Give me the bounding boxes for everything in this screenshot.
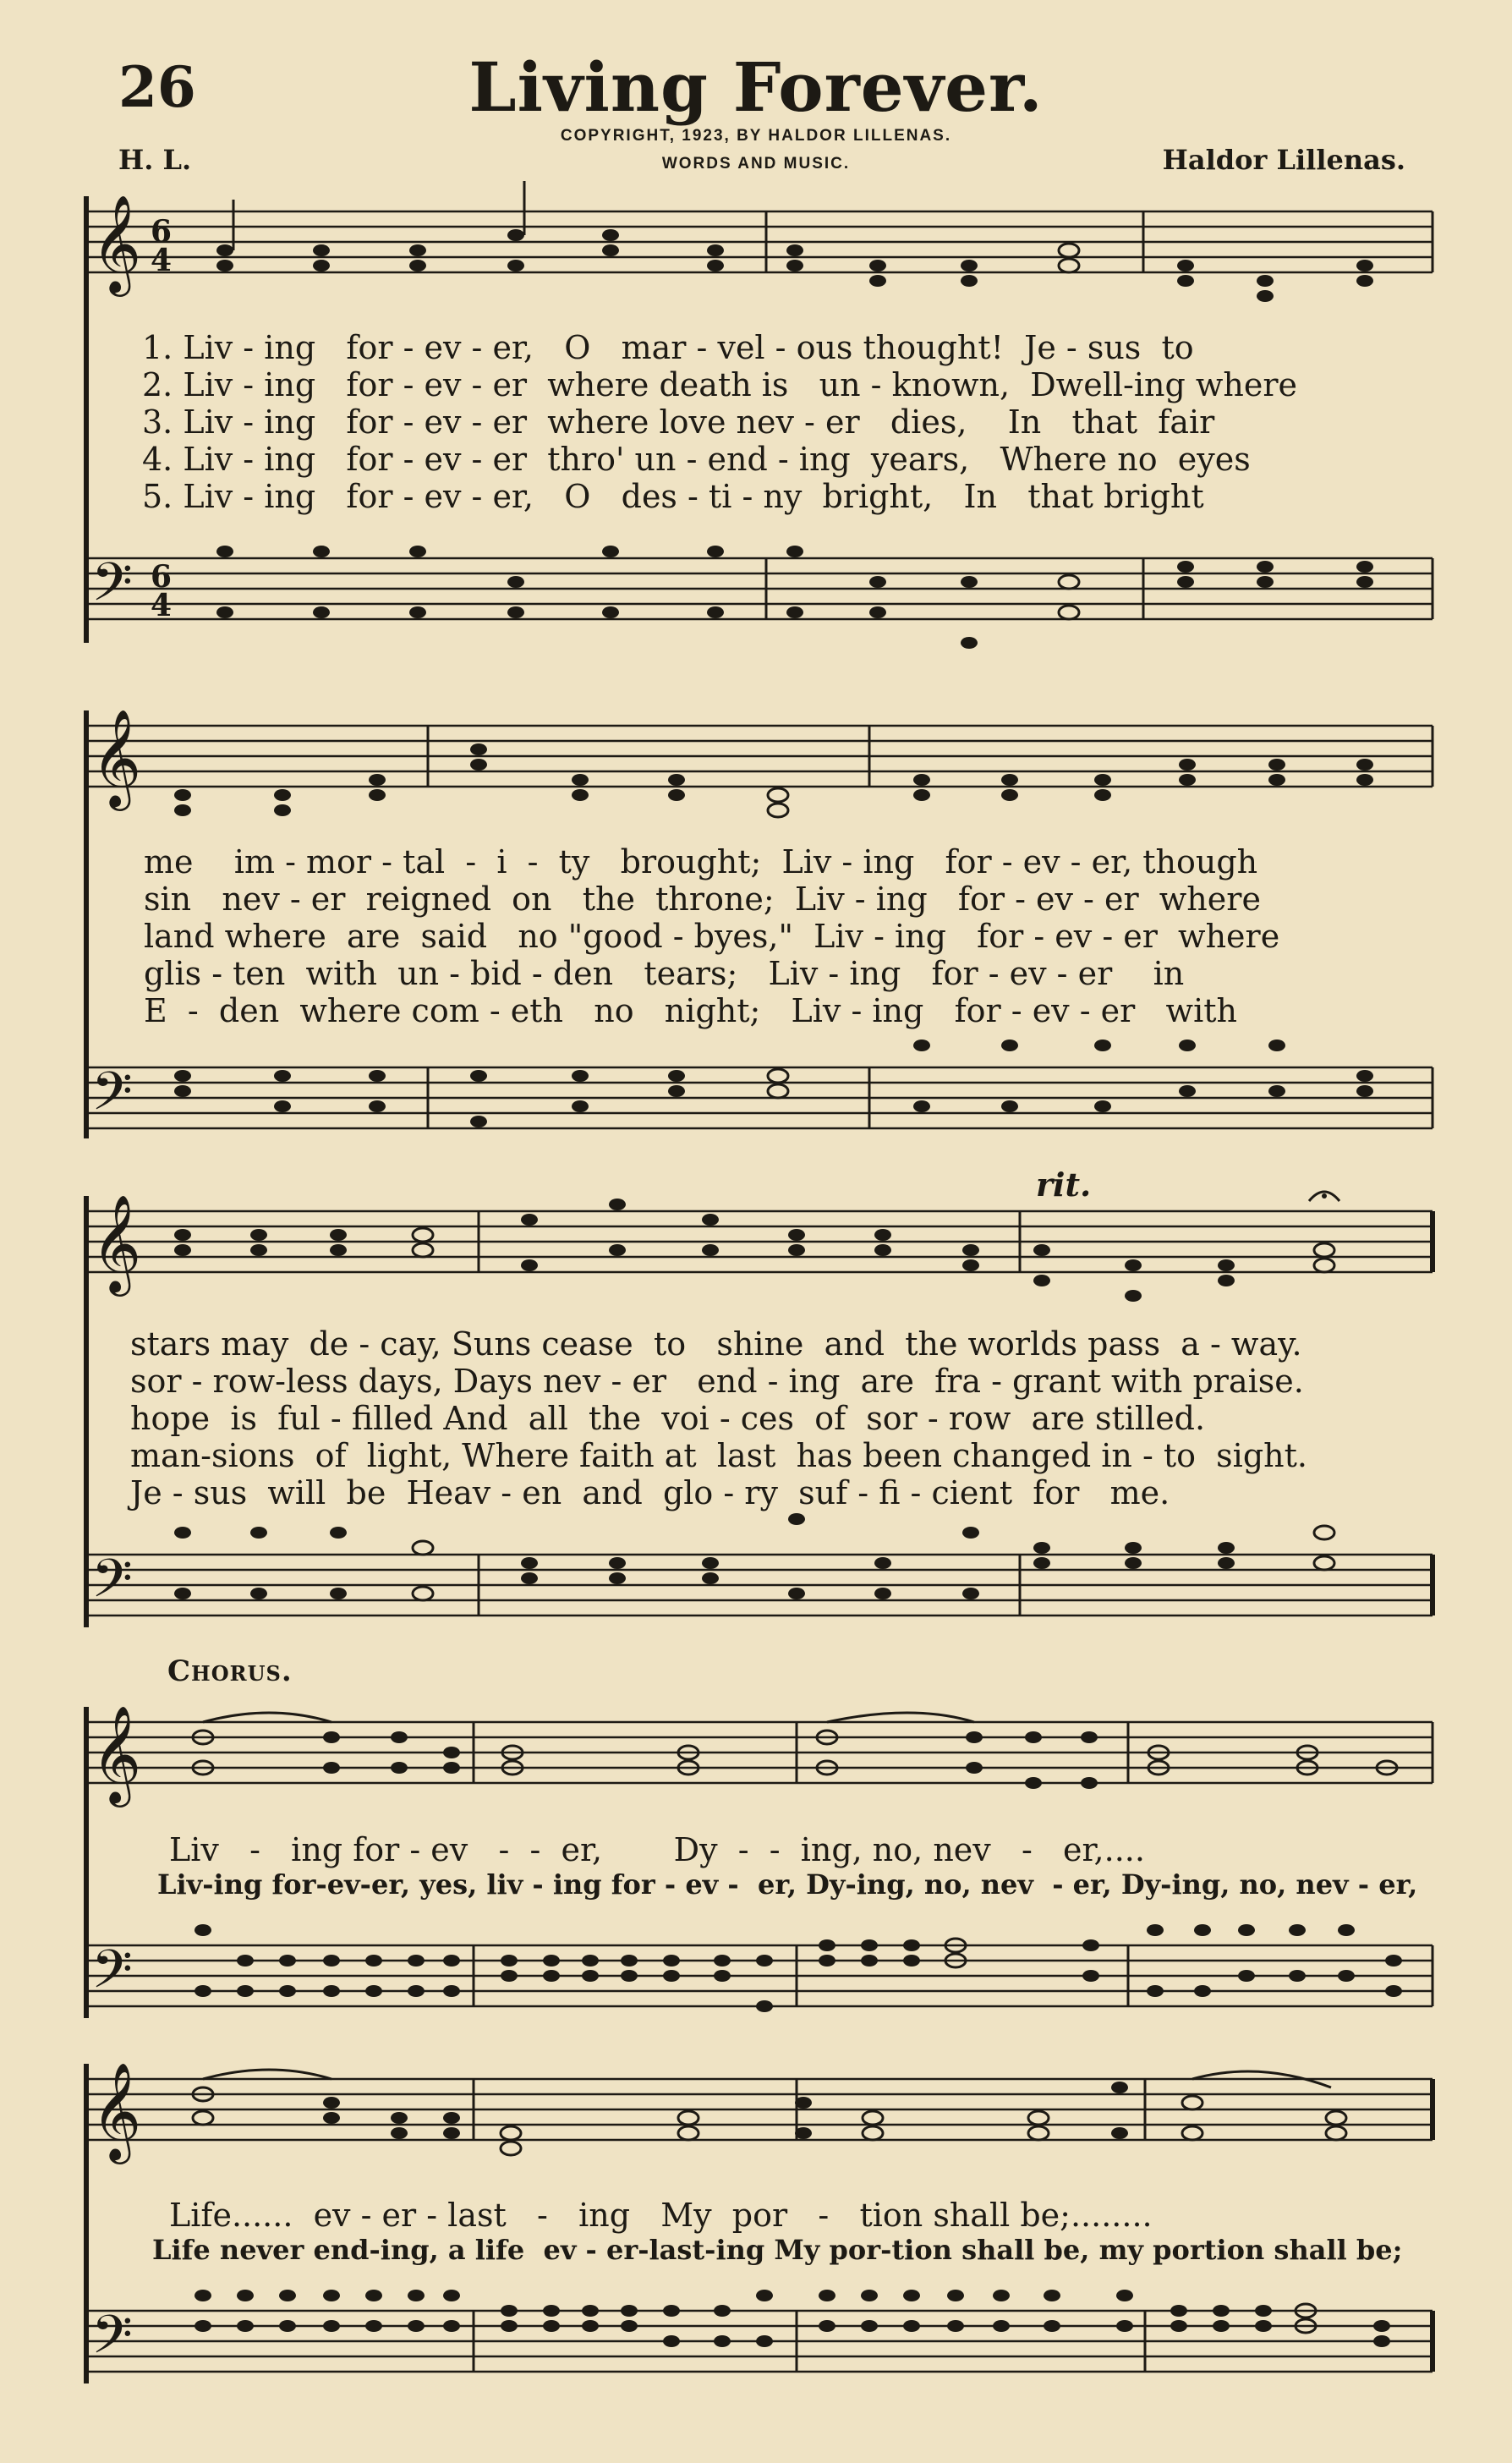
chorus-soprano-line: Liv - ing for - ev - - er, Dy - - ing, no, nev - er,.... <box>169 1831 1145 1868</box>
bass-clef-icon: 𝄢 <box>91 1938 133 2013</box>
chorus-soprano-line: Life...... ev - er - last - ing My por - tion shall be;........ <box>169 2197 1153 2234</box>
time-sig-bottom: 4 <box>151 243 173 278</box>
verse-line-3: land where are said no "good - byes," Liv - ing for - ev - er where <box>144 918 1280 955</box>
verse-line-2: sor - row-less days, Days nev - er end - ing are fra - grant with praise. <box>130 1363 1304 1400</box>
bass-clef-icon: 𝄢 <box>91 1060 133 1135</box>
verse-line-5: E - den where com - eth no night; Liv - ing for - ev - er with <box>144 992 1237 1029</box>
verse-line-2: sin nev - er reigned on the throne; Liv - ing for - ev - er where <box>144 880 1261 918</box>
chorus-bass-line: Life never end-ing, a life ev - er-last-ing My por-tion shall be, my portion shall be; <box>152 2234 1403 2266</box>
rights-note: WORDS AND MUSIC. <box>661 155 851 173</box>
verse-line-4: glis - ten with un - bid - den tears; Liv - ing for - ev - er in <box>144 955 1185 992</box>
chorus-bass-line: Liv-ing for-ev-er, yes, liv - ing for - ev - er, Dy-ing, no, nev - er, Dy-ing, no, nev - er, <box>157 1868 1418 1901</box>
hymn-title: Living Forever. <box>468 47 1044 127</box>
verse-line-3: hope is ful - filled And all the voi - ces of sor - row are stilled. <box>130 1400 1206 1437</box>
time-sig-top: 6 <box>151 214 173 250</box>
hymn-number: 26 <box>118 54 196 120</box>
verse-line-1: stars may de - cay, Suns cease to shine and the worlds pass a - way. <box>130 1325 1302 1363</box>
treble-clef-icon: 𝄞 <box>91 1193 142 1292</box>
verse-line-1: me im - mor - tal - i - ty brought; Liv - ing for - ev - er, though <box>144 843 1258 880</box>
bass-clef-icon: 𝄢 <box>91 2303 133 2378</box>
verse-line-4: 4. Liv - ing for - ev - er thro' un - end - ing years, Where no eyes <box>142 441 1251 478</box>
treble-clef-icon: 𝄞 <box>91 708 142 807</box>
bass-time-sig-top: 6 <box>151 559 173 595</box>
verse-line-5: Je - sus will be Heav - en and glo - ry suf - fi - cient for me. <box>130 1474 1170 1511</box>
bass-clef-icon: 𝄢 <box>91 1547 133 1622</box>
copyright-notice: COPYRIGHT, 1923, BY HALDOR LILLENAS. <box>560 127 952 145</box>
music-credit: Haldor Lillenas. <box>1162 144 1405 176</box>
bass-clef-icon: 𝄢 <box>91 551 133 626</box>
verse-line-5: 5. Liv - ing for - ev - er, O des - ti - ny bright, In that bright <box>142 478 1204 515</box>
words-credit: H. L. <box>118 144 192 176</box>
ritardando-marking: rit. <box>1036 1166 1092 1204</box>
bass-time-sig-bottom: 4 <box>151 588 173 623</box>
treble-clef-icon: 𝄞 <box>91 2061 142 2160</box>
verse-line-4: man-sions of light, Where faith at last has been changed in - to sight. <box>130 1437 1307 1474</box>
verse-line-1: 1. Liv - ing for - ev - er, O mar - vel - ous thought! Je - sus to <box>142 329 1194 366</box>
treble-clef-icon: 𝄞 <box>91 194 142 293</box>
treble-clef-icon: 𝄞 <box>91 1704 142 1803</box>
verse-line-2: 2. Liv - ing for - ev - er where death is un - known, Dwell-ing where <box>142 366 1298 403</box>
verse-line-3: 3. Liv - ing for - ev - er where love nev - er dies, In that fair <box>142 403 1215 441</box>
chorus-label: Chorus. <box>167 1654 293 1688</box>
